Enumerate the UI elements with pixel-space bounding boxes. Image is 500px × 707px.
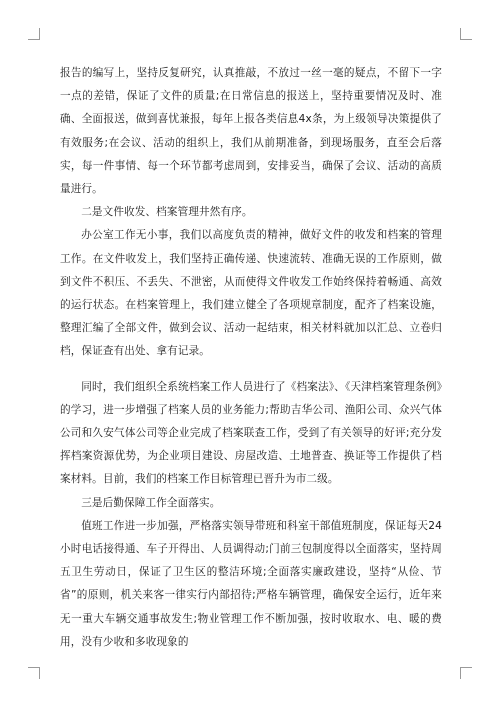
- paragraph-report-writing: 报告的编写上，坚持反复研究，认真推敲，不放过一丝一毫的疑点，不留下一字一点的差错，保证了文件的质量;在日常信息的报送上，坚持重要情况及时、准确、全面报送，做到喜忧兼报，每年上报各类信息4x条，为上级领导决策提供了有效服务;在会议、活动的组织上，我们从前期准备，到现场服务，直至会后落实，每一件事情、每一个环节都考虑周到，安排妥当，确保了会议、活动的高质量进行。: [60, 67, 442, 196]
- crop-mark-top-right: [460, 28, 472, 40]
- crop-mark-bottom-right: [460, 667, 472, 679]
- document-body: [60, 62, 442, 654]
- heading-logistics: 三是后勤保障工作全面落实。: [81, 496, 221, 509]
- paragraph-logistics: 值班工作进一步加强，严格落实领导带班和科室干部值班制度，保证每天24小时电话接得通、车子开得出、人员调得动;门前三包制度得以全面落实，坚持周五卫生劳动日，保证了卫生区的整洁环境;全面落实廉政建设，坚持“从俭、节省”的原则，机关来客一律实行内部招待;严格车辆管理，确保安全运行，近年来无一重大车辆交通事故发生;物业管理工作不断加强，按时收取水、电、暖的费用，没有少收和多收现象的: [60, 519, 442, 648]
- paragraph-archive-training: 同时，我们组织全系统档案工作人员进行了《档案法》、《天津档案管理条例》的学习，进一步增强了档案人员的业务能力;帮助吉华公司、渔阳公司、众兴气体公司和久安气体公司等企业完成了档案联查工作，受到了有关领导的好评;充分发挥档案资源优势，为企业项目建设、房屋改造、土地普查、换证等工作提供了档案材料。目前，我们的档案工作目标管理已晋升为市二级。: [60, 380, 442, 486]
- paragraph-file-archive: 办公室工作无小事，我们以高度负责的精神，做好文件的收发和档案的管理工作。在文件收发上，我们坚持正确传递、快速流转、准确无误的工作原则，做到文件不积压、不丢失、不泄密，从而使得文件收发工作始终保持着畅通、高效的运行状态。在档案管理上，我们建立健全了各项规章制度，配齐了档案设施，整理汇编了全部文件，做到会议、活动一起结束，相关材料就加以汇总、立卷归档，保证查有出处、拿有记录。: [60, 229, 442, 358]
- crop-mark-top-left: [28, 28, 40, 40]
- heading-file-archive: 二是文件收发、档案管理井然有序。: [81, 206, 253, 219]
- crop-mark-bottom-left: [28, 667, 40, 679]
